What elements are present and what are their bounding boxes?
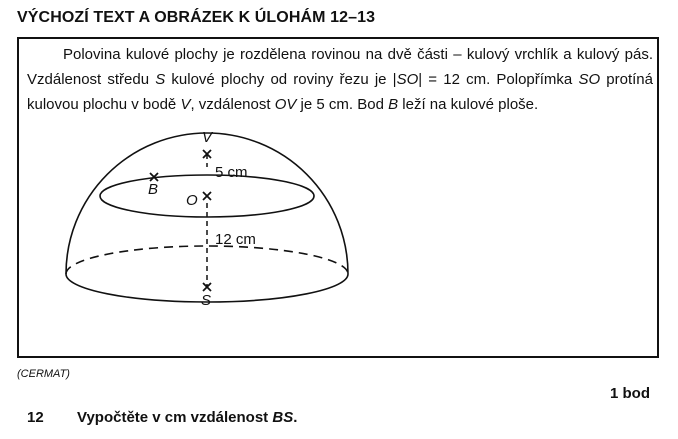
task-text [77, 409, 297, 426]
dimension-12cm: 12 cm [215, 231, 256, 248]
intro-var-so: SO [396, 71, 419, 88]
source-text-box [17, 37, 659, 358]
intro-text-5: , vzdálenost [190, 96, 275, 113]
dimension-5cm: 5 cm [215, 164, 248, 181]
task-text-var: BS [272, 409, 294, 426]
task-text-suffix: . [293, 409, 298, 426]
intro-text-1: Polovina kulové plochy je rozdělena rovinou na dvě části – kulový vrchlík a kulový pás. Vzdálenost středu [27, 46, 653, 88]
intro-text-2: kulové plochy od roviny řezu je | [165, 71, 397, 88]
section-heading: VÝCHOZÍ TEXT A OBRÁZEK K ÚLOHÁM 12–13 [17, 9, 376, 26]
points-label: 1 bod [610, 385, 650, 402]
intro-text-4: protíná kulovou plochu v bodě [27, 71, 653, 113]
intro-var-ov: OV [274, 96, 297, 113]
label-o: O [186, 192, 198, 209]
task-number: 12 [27, 409, 44, 426]
label-v: V [202, 129, 213, 146]
intro-text-6: je 5 cm. Bod [296, 96, 389, 113]
point-o-marker [203, 192, 211, 200]
task-text-prefix: Vypočtěte v cm vzdálenost [77, 409, 273, 426]
intro-var-so-ray: SO [578, 71, 601, 88]
intro-text-3: | = 12 cm. Polopřímka [418, 71, 579, 88]
intro-var-s: S [155, 71, 166, 88]
source-credit: (CERMAT) [17, 368, 70, 380]
intro-text-7: leží na kulové ploše. [398, 96, 539, 113]
cut-ellipse-back [100, 175, 314, 196]
label-b: B [148, 181, 159, 198]
intro-var-b: B [388, 96, 399, 113]
intro-var-v: V [180, 96, 191, 113]
hemisphere-figure [19, 39, 657, 356]
label-s: S [201, 292, 212, 309]
